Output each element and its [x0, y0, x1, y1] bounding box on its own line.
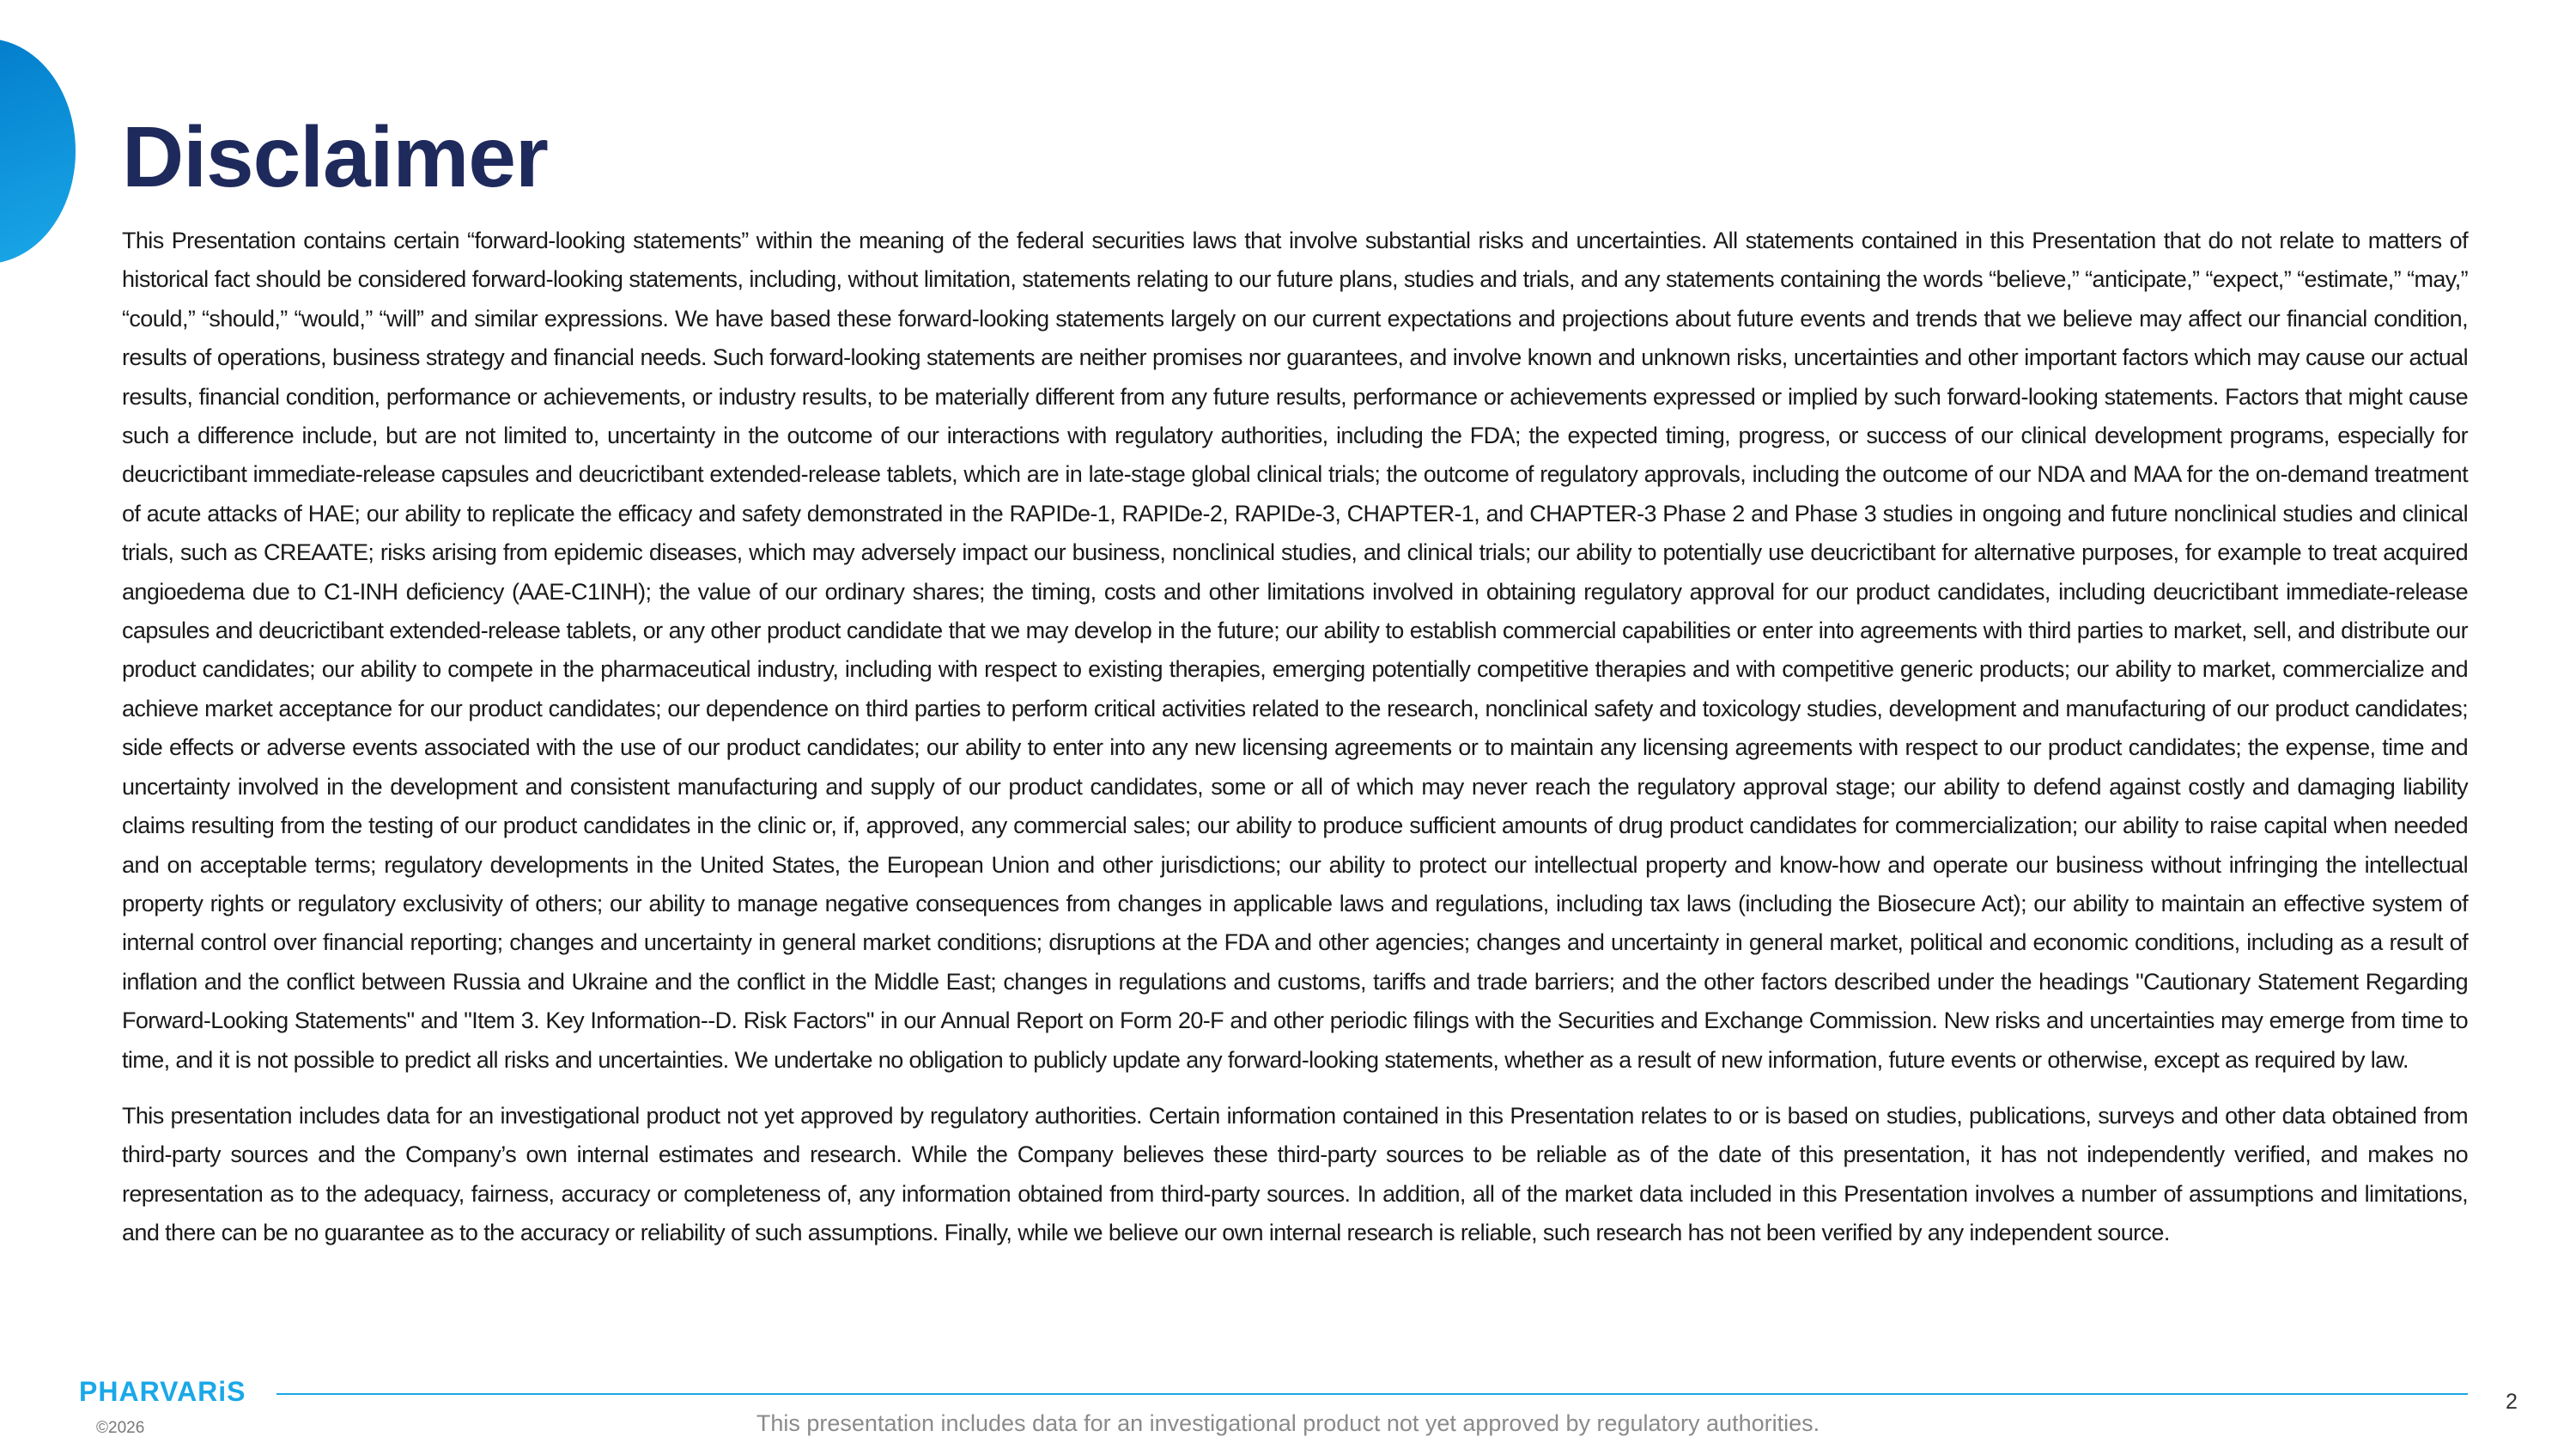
copyright-text: ©2026 [96, 1419, 145, 1437]
footer-note: This presentation includes data for an investigational product not yet approved by regulatory authorities. [756, 1410, 1820, 1436]
corner-decoration [0, 39, 76, 264]
page-number: 2 [2506, 1390, 2518, 1414]
disclaimer-body [122, 222, 2468, 1270]
page-title: Disclaimer [122, 109, 548, 205]
footer-divider [276, 1393, 2468, 1395]
disclaimer-paragraph-forward-looking: This Presentation contains certain “forward-looking statements” within the meaning of the federal securities laws that involve substantial risks and uncertainties. All statements contained in this Presentation that do not relate to matters of historical fact should be considered forward-looking statements, including, without limitation, statements relating to our future plans, studies and trials, and any statements containing the words “believe,” “anticipate,” “expect,” “estimate,” “may,” “could,” “should,” “would,” “will” and similar expressions. We have based these forward-looking statements largely on our current expectations and projections about future events and trends that we believe may affect our financial condition, results of operations, business strategy and financial needs. Such forward-looking statements are neither promises nor guarantees, and involve known and unknown risks, uncertainties and other important factors which may cause our actual results, financial condition, performance or achievements, or industry results, to be materially different from any future results, performance or achievements expressed or implied by such forward-looking statements. Factors that might cause such a difference include, but are not limited to, uncertainty in the outcome of our interactions with regulatory authorities, including the FDA; the expected timing, progress, or success of our clinical development programs, especially for deucrictibant immediate-release capsules and deucrictibant extended-release tablets, which are in late-stage global clinical trials; the outcome of regulatory approvals, including the outcome of our NDA and MAA for the on-demand treatment of acute attacks of HAE; our ability to replicate the efficacy and safety demonstrated in the RAPIDe-1, RAPIDe-2, RAPIDe-3, CHAPTER-1, and CHAPTER-3 Phase 2 and Phase 3 studies in ongoing and future nonclinical studies and clinical trials, such as CREAATE; risks arising from epidemic diseases, which may adversely impact our business, nonclinical studies, and clinical trials; our ability to potentially use deucrictibant for alternative purposes, for example to treat acquired angioedema due to C1-INH deficiency (AAE-C1INH); the value of our ordinary shares; the timing, costs and other limitations involved in obtaining regulatory approval for our product candidates, including deucrictibant immediate-release capsules and deucrictibant extended-release tablets, or any other product candidate that we may develop in the future; our ability to establish commercial capabilities or enter into agreements with third parties to market, sell, and distribute our product candidates; our ability to compete in the pharmaceutical industry, including with respect to existing therapies, emerging potentially competitive therapies and with competitive generic products; our ability to market, commercialize and achieve market acceptance for our product candidates; our dependence on third parties to perform critical activities related to the research, nonclinical safety and toxicology studies, development and manufacturing of our product candidates; side effects or adverse events associated with the use of our product candidates; our ability to enter into any new licensing agreements or to maintain any licensing agreements with respect to our product candidates; the expense, time and uncertainty involved in the development and consistent manufacturing and supply of our product candidates, some or all of which may never reach the regulatory approval stage; our ability to defend against costly and damaging liability claims resulting from the testing of our product candidates in the clinic or, if, approved, any commercial sales; our ability to produce sufficient amounts of drug product candidates for commercialization; our ability to raise capital when needed and on acceptable terms; regulatory developments in the United States, the European Union and other jurisdictions; our ability to protect our intellectual property and know-how and operate our business without infringing the intellectual property rights or regulatory exclusivity of others; our ability to manage negative consequences from changes in applicable laws and regulations, including tax laws (including the Biosecure Act); our ability to maintain an effective system of internal control over financial reporting; changes and uncertainty in general market conditions; disruptions at the FDA and other agencies; changes and uncertainty in general market, political and economic conditions, including as a result of inflation and the conflict between Russia and Ukraine and the conflict in the Middle East; changes in regulations and customs, tariffs and trade barriers; and the other factors described under the headings "Cautionary Statement Regarding Forward-Looking Statements" and "Item 3. Key Information--D. Risk Factors" in our Annual Report on Form 20-F and other periodic filings with the Securities and Exchange Commission. New risks and uncertainties may emerge from time to time, and it is not possible to predict all risks and uncertainties. We undertake no obligation to publicly update any forward-looking statements, whether as a result of new information, future events or otherwise, except as required by law. [122, 228, 2468, 1073]
disclaimer-paragraph-third-party-data: This presentation includes data for an investigational product not yet approved by regulatory authorities. Certain information contained in this Presentation relates to or is based on studies, publications, surveys and other data obtained from third-party sources and the Company’s own internal estimates and research. While the Company believes these third-party sources to be reliable as of the date of this presentation, it has not independently verified, and makes no representation as to the adequacy, fairness, accuracy or completeness of, any information obtained from third-party sources. In addition, all of the market data included in this Presentation involves a number of assumptions and limitations, and there can be no guarantee as to the accuracy or reliability of such assumptions. Finally, while we believe our own internal research is reliable, such research has not been verified by any independent source. [122, 1102, 2468, 1246]
pharvaris-logo: PHARVARiS [79, 1376, 246, 1407]
